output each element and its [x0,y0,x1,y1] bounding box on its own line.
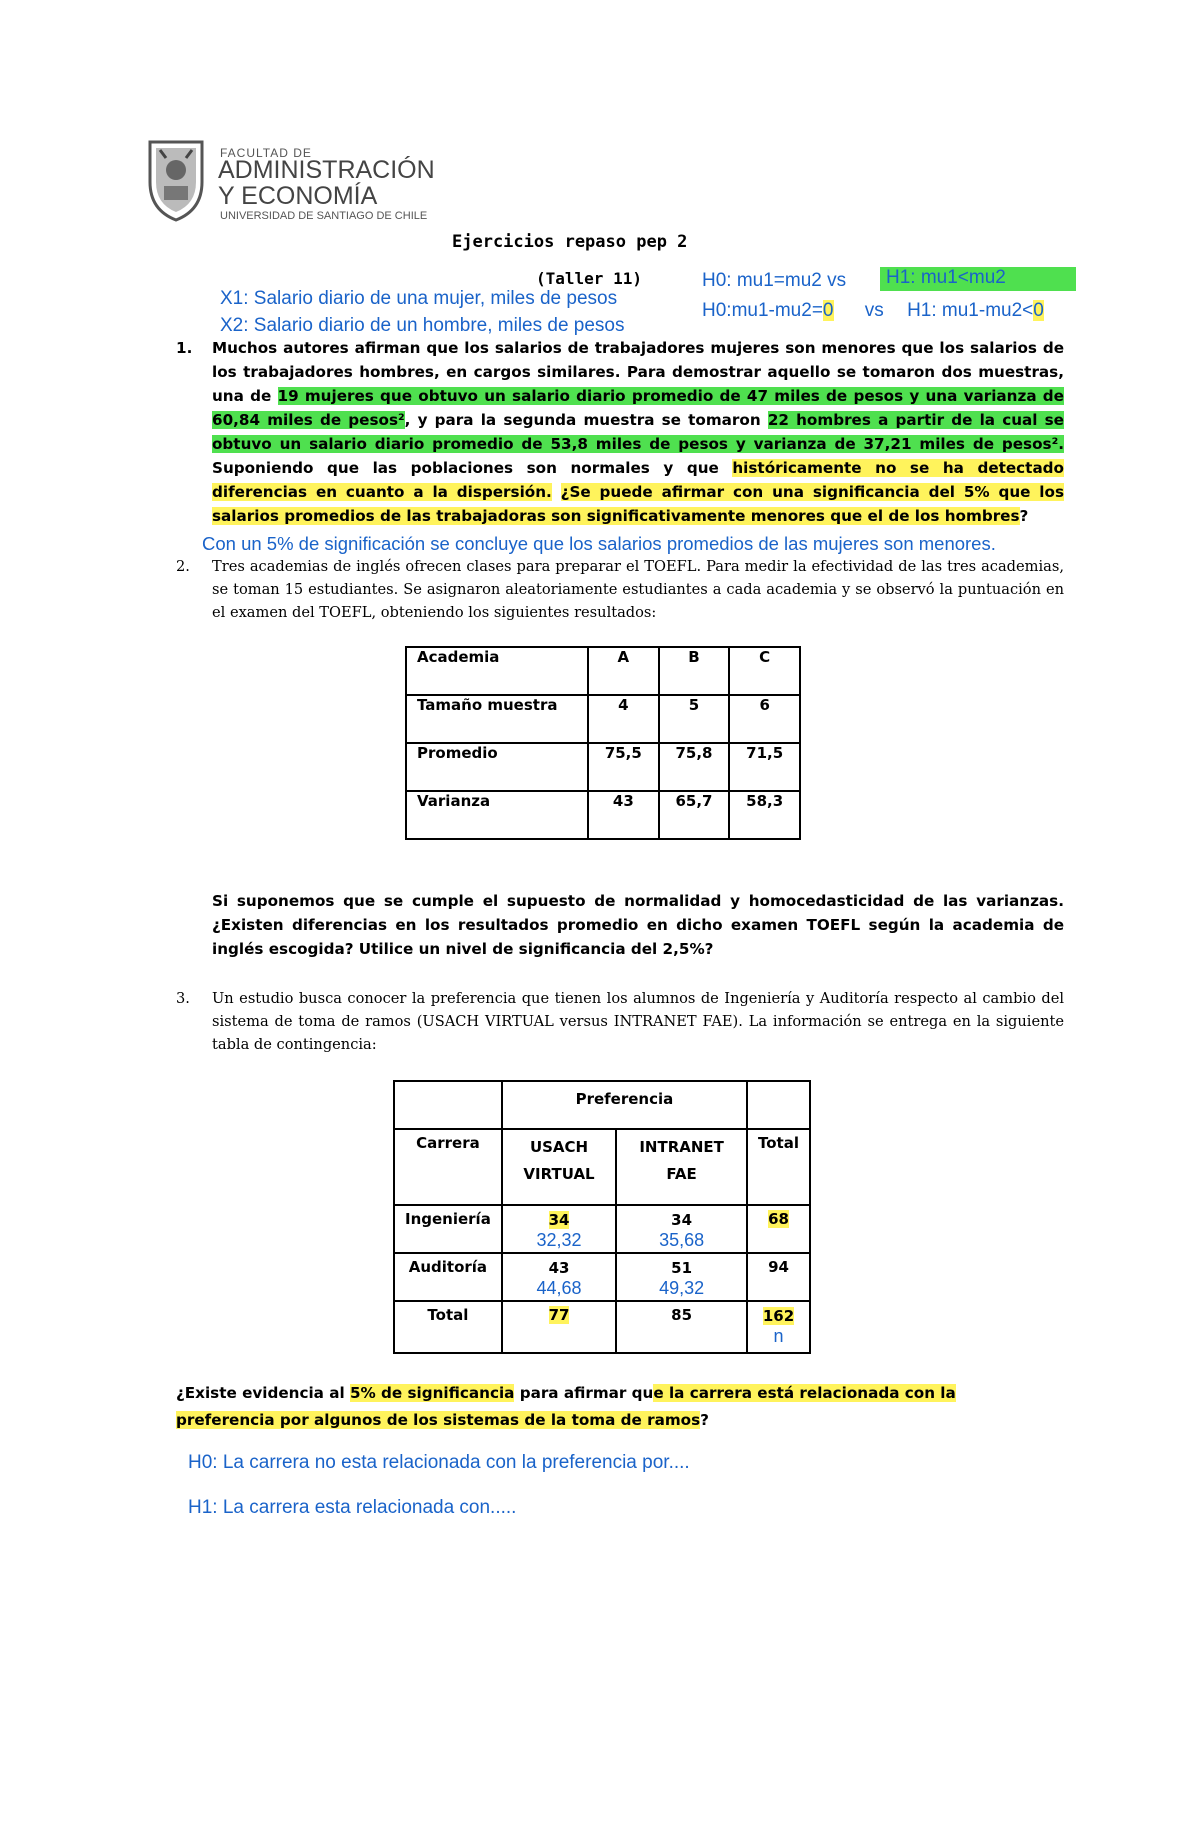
table-row [406,695,800,743]
table-cell: Promedio [406,743,588,791]
table-cell-intranet [616,1129,747,1205]
table-cell: 58,3 [729,791,800,839]
q3-question [176,1380,1056,1434]
academy-table-header [406,647,800,695]
observed-value: 34 [548,1211,570,1229]
annotation-h1-q3: H1: La carrera esta relacionada con..... [188,1497,517,1518]
q2-question: Si suponemos que se cumple el supuesto de normalidad y homocedasticidad de las varianzas. ¿Existen diferencias en los resultados promedio en dicho examen TOEFL según la academia de inglés escogida? Utilice un nivel de significancia del 2,5%? [212,892,1064,958]
university-crest-icon [144,136,208,222]
annotation-h0-b-zero: 0 [822,300,834,321]
observed-value: 34 [671,1211,693,1229]
table-cell: 4 [588,695,659,743]
q3-text: Un estudio busca conocer la preferencia que tienen los alumnos de Ingeniería y Auditoría respecto al cambio del sistema de toma de ramos (USACH VIRTUAL versus INTRANET FAE). La información se entrega en la siguiente tabla de contingencia: [212,990,1064,1053]
table-cell: A [588,647,659,695]
annotation-h1-a: H1: mu1<mu2 [880,267,1076,291]
table-cell: 43 [588,791,659,839]
expected-value: 44,68 [536,1278,582,1298]
q1-dispersion-note: históricamente no se ha detectado diferencias en cuanto a la dispersión. [212,459,1064,501]
table-cell [747,1301,810,1353]
q1-text [212,336,1064,528]
table-cell: 5 [659,695,730,743]
table-cell: B [659,647,730,695]
table-cell-usach [502,1129,616,1205]
q3-number: 3. [176,990,190,1007]
table-cell: 85 [616,1301,747,1353]
q1-part1: Muchos autores afirman que los salarios de trabajadores mujeres son menores que los salarios de los trabajadores hombres, en cargos similares. Para demostrar aquello se tomaron dos muestras, una de [212,339,1064,405]
table-cell [747,1205,810,1253]
annotation-h0-a: H0: mu1=mu2 vs [702,270,847,291]
grand-total-label: n [773,1326,784,1346]
table-cell: 94 [747,1253,810,1301]
observed-value: 43 [548,1259,570,1277]
q3-question-e: ? [700,1411,709,1429]
q3-significance: 5% de significancia [349,1384,515,1402]
logo-line-3: Y ECONOMÍA [218,182,378,210]
table-cell-carrera: Carrera [394,1129,502,1205]
page-title: Ejercicios repaso pep 2 [452,232,688,252]
annotation-x1: X1: Salario diario de una mujer, miles de pesos [220,288,618,309]
annotation-h0-q3: H0: La carrera no esta relacionada con la preferencia por.... [188,1452,690,1473]
usach-line2: VIRTUAL [523,1165,595,1183]
page-subtitle: (Taller 11) [536,269,642,288]
table-cell: Varianza [406,791,588,839]
q1-part7 [552,483,561,501]
faculty-logo [140,132,452,227]
annotation-vs: vs [864,300,884,321]
table-row [406,743,800,791]
q2-text: Tres academias de inglés ofrecen clases para preparar el TOEFL. Para medir la efectividad de las tres academias, se toman 15 estudiantes. Se asignaron aleatoriamente estudiantes a cada academia y se observó la puntuación en el examen del TOEFL, obteniendo los siguientes resultados: [212,558,1064,621]
annotation-conclusion: Con un 5% de significación se concluye que los salarios promedios de las mujeres son menores. [202,533,996,554]
q1-part3: , y para la segunda muestra se tomaron [404,411,768,429]
logo-line-4: UNIVERSIDAD DE SANTIAGO DE CHILE [220,210,428,222]
academy-table [405,646,801,840]
expected-value: 32,32 [536,1230,582,1250]
column-total: 77 [548,1306,570,1324]
table-cell: 71,5 [729,743,800,791]
q1-part5: Suponiendo que las poblaciones son normales y que [212,459,733,477]
table-cell [502,1253,616,1301]
table-row [394,1205,810,1253]
table-cell [394,1081,502,1129]
intranet-line2: FAE [666,1165,697,1183]
observed-value: 51 [671,1259,693,1277]
table-row [394,1253,810,1301]
annotation-x2: X2: Salario diario de un hombre, miles de pesos [220,315,625,336]
table-cell [616,1253,747,1301]
table-cell: Academia [406,647,588,695]
table-cell [616,1205,747,1253]
row-total: 68 [768,1210,789,1228]
table-cell: Total [394,1301,502,1353]
annotation-h0-b [702,300,1044,322]
table-cell: Ingeniería [394,1205,502,1253]
q1-part9: ? [1019,507,1029,525]
intranet-line1: INTRANET [639,1138,724,1156]
q1-number: 1. [176,339,193,357]
logo-line-2: ADMINISTRACIÓN [218,156,435,184]
annotation-h1-b-zero: 0 [1033,300,1044,321]
contingency-subheader-row [394,1129,810,1205]
grand-total: 162 [762,1307,795,1325]
table-cell: Auditoría [394,1253,502,1301]
table-cell: Tamaño muestra [406,695,588,743]
table-row [394,1301,810,1353]
q1-women-sample: 19 mujeres que obtuvo un salario diario promedio de 47 miles de pesos y una varianza de 60,84 miles de pesos² [212,387,1064,429]
contingency-header-row [394,1081,810,1129]
table-cell: 65,7 [659,791,730,839]
table-cell [502,1301,616,1353]
usach-line1: USACH [529,1138,589,1156]
contingency-table [393,1080,811,1354]
table-cell: 75,8 [659,743,730,791]
q3-question-c: para afirmar qu [514,1384,654,1402]
q3-hypothesis-text: e la carrera está relacionada con la preferencia por algunos de los sistemas de la toma de ramos [176,1384,956,1429]
table-cell: 75,5 [588,743,659,791]
annotation-h0-b-text: H0:mu1-mu2= [702,300,823,321]
annotation-h1-b-text: H1: mu1-mu2< [907,300,1034,321]
table-cell [747,1081,810,1129]
expected-value: 35,68 [659,1230,705,1250]
q1-question: ¿Se puede afirmar con una significancia del 5% que los salarios promedios de las trabajadoras son significativamente menores que el de los hombres [212,483,1064,525]
table-cell: C [729,647,800,695]
table-cell-preferencia: Preferencia [502,1081,747,1129]
table-cell-total: Total [747,1129,810,1205]
q3-question-a: ¿Existe evidencia al [176,1384,350,1402]
table-row [406,791,800,839]
q1-men-sample: 22 hombres a partir de la cual se obtuvo un salario diario promedio de 53,8 miles de pesos y varianza de 37,21 miles de pesos². [212,411,1064,453]
q2-number: 2. [176,558,190,575]
table-cell: 6 [729,695,800,743]
expected-value: 49,32 [659,1278,705,1298]
table-cell [502,1205,616,1253]
logo-line-1: FACULTAD DE [220,146,312,160]
